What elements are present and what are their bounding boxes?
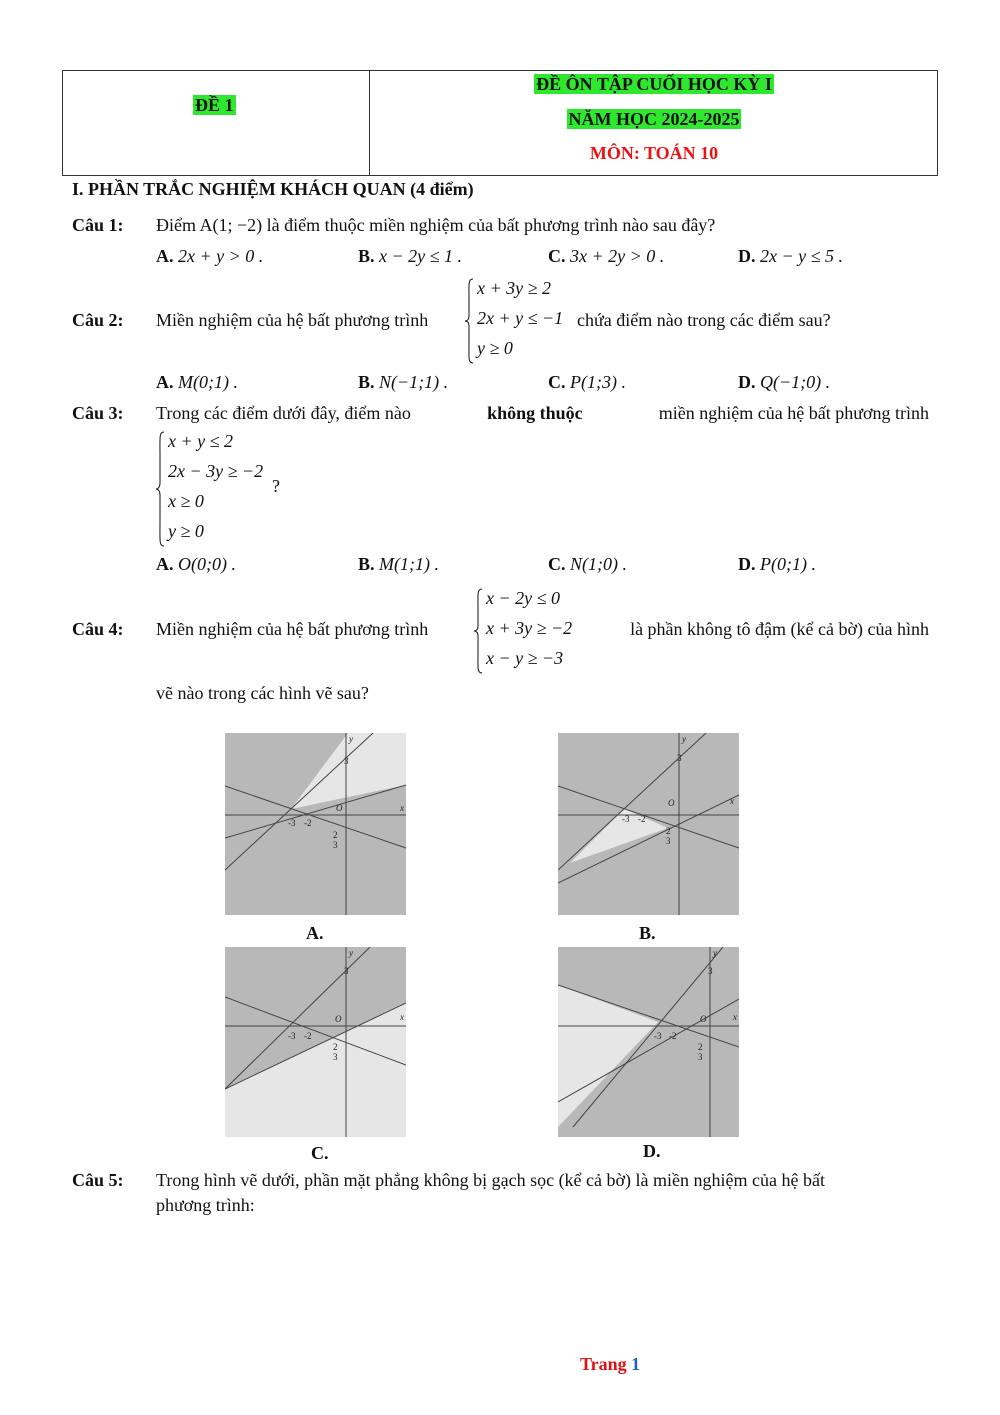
svg-text:3: 3 xyxy=(333,1052,338,1062)
svg-text:-3: -3 xyxy=(622,814,630,824)
svg-text:3: 3 xyxy=(677,753,682,763)
svg-text:O: O xyxy=(335,1014,342,1024)
svg-text:-2: -2 xyxy=(638,814,646,824)
q2-option-d: D. Q(−1;0) . xyxy=(738,372,831,392)
subject: MÔN: TOÁN 10 xyxy=(589,143,719,163)
svg-text:y: y xyxy=(682,734,686,744)
q2-text-after: chứa điểm nào trong các điểm sau? xyxy=(577,310,831,330)
exam-number: ĐỀ 1 xyxy=(195,95,234,115)
svg-text:y: y xyxy=(349,948,353,958)
svg-text:O: O xyxy=(700,1014,707,1024)
svg-text:3: 3 xyxy=(666,836,671,846)
graph-c-label: C. xyxy=(311,1143,329,1163)
q3-text: Trong các điểm dưới đây, điểm nào không thuộc miền nghiệm của hệ bất phương trình xyxy=(156,403,929,423)
q3-system-line-2: 2x − 3y ≥ −2 xyxy=(168,461,264,481)
q1-text: Điểm A(1; −2) là điểm thuộc miền nghiệm của bất phương trình nào sau đây? xyxy=(156,215,716,235)
svg-text:3: 3 xyxy=(708,966,713,976)
q3-system-line-1: x + y ≤ 2 xyxy=(168,431,234,451)
svg-text:2: 2 xyxy=(333,1042,338,1052)
svg-text:-3: -3 xyxy=(288,1031,296,1041)
svg-text:x: x xyxy=(733,1012,737,1022)
q3-system xyxy=(156,431,276,547)
school-year: NĂM HỌC 2024-2025 xyxy=(568,109,740,129)
svg-text:3: 3 xyxy=(344,966,349,976)
graph-c xyxy=(225,947,406,1137)
q3-system-line-3: x ≥ 0 xyxy=(168,491,204,511)
svg-text:-3: -3 xyxy=(654,1031,662,1041)
q4-label: Câu 4: xyxy=(72,619,124,639)
q2-system-line-1: x + 3y ≥ 2 xyxy=(477,278,552,298)
q2-system-line-2: 2x + y ≤ −1 xyxy=(477,308,564,328)
q3-option-d: D. P(0;1) . xyxy=(738,554,816,574)
q1-option-d: D. 2x − y ≤ 5 . xyxy=(738,246,844,266)
q5-text-line2: phương trình: xyxy=(156,1195,255,1215)
q5-text-line1: Trong hình vẽ dưới, phần mặt phẳng không bị gạch sọc (kể cả bờ) là miền nghiệm của hệ bất xyxy=(156,1170,825,1190)
graph-b-label: B. xyxy=(639,923,656,943)
svg-text:O: O xyxy=(668,798,675,808)
q2-label: Câu 2: xyxy=(72,310,124,330)
q4-text-line2: vẽ nào trong các hình vẽ sau? xyxy=(156,683,369,703)
svg-text:y: y xyxy=(713,948,717,958)
q1-option-c: C. 3x + 2y > 0 . xyxy=(548,246,665,266)
q4-system-line-3: x − y ≥ −3 xyxy=(486,648,564,668)
svg-text:x: x xyxy=(400,803,404,813)
brace-icon xyxy=(474,588,483,674)
q1-option-a: A. 2x + y > 0 . xyxy=(156,246,264,266)
q3-option-c: C. N(1;0) . xyxy=(548,554,627,574)
q2-option-a: A. M(0;1) . xyxy=(156,372,238,392)
exam-title: ĐỀ ÔN TẬP CUỐI HỌC KỲ I xyxy=(536,74,772,94)
q1-option-b: B. x − 2y ≤ 1 . xyxy=(358,246,463,266)
svg-text:2: 2 xyxy=(666,826,671,836)
svg-text:2: 2 xyxy=(333,830,338,840)
svg-text:y: y xyxy=(349,734,353,744)
page-footer xyxy=(580,1354,640,1375)
footer-prefix: Trang xyxy=(580,1354,627,1374)
svg-text:-2: -2 xyxy=(669,1031,677,1041)
q1-label: Câu 1: xyxy=(72,215,124,235)
graph-a-label: A. xyxy=(306,923,324,943)
q2-option-b: B. N(−1;1) . xyxy=(358,372,449,392)
q2-option-c: C. P(1;3) . xyxy=(548,372,626,392)
svg-text:-2: -2 xyxy=(304,1031,312,1041)
brace-icon xyxy=(156,431,165,547)
q4-text-before: Miền nghiệm của hệ bất phương trình xyxy=(156,619,429,639)
q4-system-line-2: x + 3y ≥ −2 xyxy=(486,618,573,638)
svg-text:O: O xyxy=(336,803,343,813)
graph-b xyxy=(558,733,739,915)
q3-label: Câu 3: xyxy=(72,403,124,423)
q2-system-line-3: y ≥ 0 xyxy=(477,338,513,358)
q4-text-after: là phần không tô đậm (kể cả bờ) của hình xyxy=(630,619,929,639)
q3-system-line-4: y ≥ 0 xyxy=(168,521,204,541)
q2-system xyxy=(465,278,575,364)
svg-text:3: 3 xyxy=(344,756,349,766)
q3-option-a: A. O(0;0) . xyxy=(156,554,236,574)
svg-text:-3: -3 xyxy=(288,818,296,828)
brace-icon xyxy=(465,278,474,364)
q2-text-before: Miền nghiệm của hệ bất phương trình xyxy=(156,310,429,330)
q3-option-b: B. M(1;1) . xyxy=(358,554,439,574)
svg-text:x: x xyxy=(400,1012,404,1022)
q5-label: Câu 5: xyxy=(72,1170,124,1190)
graph-a xyxy=(225,733,406,915)
svg-text:x: x xyxy=(730,796,734,806)
q4-system xyxy=(474,588,584,674)
section-title: I. PHẦN TRẮC NGHIỆM KHÁCH QUAN (4 điểm) xyxy=(72,179,474,199)
header-table xyxy=(62,70,938,176)
page-number: 1 xyxy=(631,1354,641,1374)
svg-text:3: 3 xyxy=(333,840,338,850)
svg-text:2: 2 xyxy=(698,1042,703,1052)
q3-question-mark: ? xyxy=(272,476,280,496)
svg-text:3: 3 xyxy=(698,1052,703,1062)
graph-d-label: D. xyxy=(643,1141,661,1161)
svg-text:-2: -2 xyxy=(304,818,312,828)
graph-d xyxy=(558,947,739,1137)
q4-system-line-1: x − 2y ≤ 0 xyxy=(486,588,561,608)
